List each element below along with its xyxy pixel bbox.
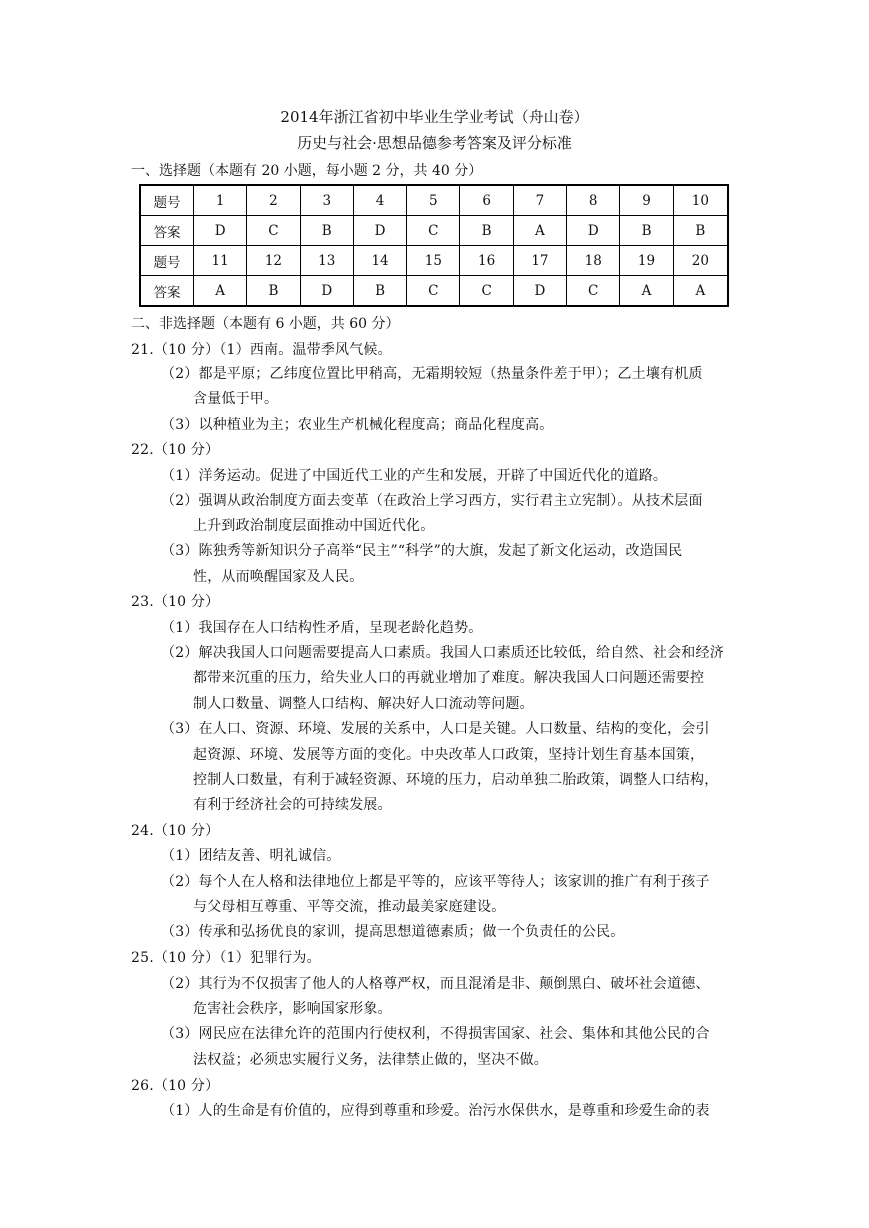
table-cell: 13	[300, 246, 353, 276]
answer-line: （3）在人口、资源、环境、发展的关系中，人口是关键。人口数量、结构的变化，会引	[161, 721, 710, 737]
answer-line: （3）陈独秀等新知识分子高举“民主”“科学”的大旗，发起了新文化运动，改造国民	[161, 543, 683, 559]
table-cell: B	[620, 216, 673, 246]
table-cell: 8	[567, 185, 620, 216]
table-cell: 18	[567, 246, 620, 276]
answer-line: （2）每个人在人格和法律地位上都是平等的，应该平等待人；该家训的推广有利于孩子	[161, 874, 710, 890]
table-cell: C	[567, 276, 620, 307]
row-label: 题号	[140, 246, 194, 276]
answer-line: （3）传承和弘扬优良的家训，提高思想道德素质；做一个负责任的公民。	[161, 924, 625, 940]
table-cell: 5	[407, 185, 460, 216]
table-cell: D	[567, 216, 620, 246]
table-cell: A	[673, 276, 728, 307]
table-cell: A	[194, 276, 247, 307]
section2-heading: 二、非选择题（本题有 6 小题，共 60 分）	[131, 316, 400, 332]
table-row	[140, 246, 728, 276]
document-title: 2014年浙江省初中毕业生学业考试（舟山卷）	[280, 108, 589, 126]
table-cell: 2	[247, 185, 300, 216]
row-label: 题号	[140, 185, 194, 216]
table-cell: C	[407, 216, 460, 246]
table-cell: 1	[194, 185, 247, 216]
answer-line: 24.（10 分）	[131, 823, 220, 839]
table-cell: B	[673, 216, 728, 246]
table-cell: D	[513, 276, 566, 307]
document-subtitle: 历史与社会·思想品德参考答案及评分标准	[297, 134, 572, 152]
answer-line: 都带来沉重的压力，给失业人口的再就业增加了难度。解决我国人口问题还需要控	[193, 670, 705, 686]
answer-line: 有利于经济社会的可持续发展。	[193, 797, 392, 813]
answer-line: 起资源、环境、发展等方面的变化。中央改革人口政策，坚持计划生育基本国策，	[193, 747, 705, 763]
answer-line: （3）以种植业为主；农业生产机械化程度高；商品化程度高。	[161, 417, 554, 433]
answer-line: 控制人口数量，有利于减轻资源、环境的压力，启动单独二胎政策，调整人口结构，	[193, 772, 719, 788]
table-cell: 6	[460, 185, 513, 216]
table-cell: 20	[673, 246, 728, 276]
answer-line: 危害社会秩序，影响国家形象。	[193, 1001, 392, 1017]
answer-line: 法权益；必须忠实履行义务，法律禁止做的，坚决不做。	[193, 1052, 548, 1068]
answer-line: 制人口数量、调整人口结构、解决好人口流动等问题。	[193, 696, 534, 712]
table-cell: 9	[620, 185, 673, 216]
table-cell: B	[300, 216, 353, 246]
table-row	[140, 276, 728, 307]
answer-line: （2）强调从政治制度方面去变革（在政治上学习西方，实行君主立宪制）。从技术层面	[161, 493, 703, 509]
answer-line: 26.（10 分）	[131, 1078, 220, 1094]
answer-line: 与父母相互尊重、平等交流，推动最美家庭建设。	[193, 899, 506, 915]
answer-line: （2）都是平原；乙纬度位置比甲稍高，无霜期较短（热量条件差于甲）；乙土壤有机质	[161, 366, 703, 382]
table-cell: D	[300, 276, 353, 307]
table-cell: B	[460, 216, 513, 246]
table-cell: C	[247, 216, 300, 246]
table-cell: A	[513, 216, 566, 246]
table-cell: 19	[620, 246, 673, 276]
table-cell: 7	[513, 185, 566, 216]
answer-line: （1）洋务运动。促进了中国近代工业的产生和发展，开辟了中国近代化的道路。	[161, 468, 668, 484]
answer-line: 性，从而唤醒国家及人民。	[193, 569, 364, 585]
answer-line: 含量低于甲。	[193, 391, 279, 407]
table-cell: B	[353, 276, 406, 307]
answer-line: （1）我国存在人口结构性矛盾，呈现老龄化趋势。	[161, 620, 483, 636]
table-cell: 12	[247, 246, 300, 276]
table-cell: 3	[300, 185, 353, 216]
answer-line: （1）人的生命是有价值的，应得到尊重和珍爱。治污水保供水，是尊重和珍爱生命的表	[161, 1103, 710, 1119]
table-cell: C	[460, 276, 513, 307]
answer-line: （2）解决我国人口问题需要提高人口素质。我国人口素质还比较低，给自然、社会和经济	[161, 645, 724, 661]
table-row	[140, 216, 728, 246]
table-cell: 11	[194, 246, 247, 276]
answer-line: 25.（10 分）（1）犯罪行为。	[131, 950, 321, 966]
answer-line: 上升到政治制度层面推动中国近代化。	[193, 518, 435, 534]
answer-line: 23.（10 分）	[131, 594, 220, 610]
answer-line: （2）其行为不仅损害了他人的人格尊严权，而且混淆是非、颠倒黑白、破坏社会道德、	[161, 976, 710, 992]
table-cell: 14	[353, 246, 406, 276]
table-cell: C	[407, 276, 460, 307]
table-cell: D	[353, 216, 406, 246]
row-label: 答案	[140, 276, 194, 307]
table-cell: B	[247, 276, 300, 307]
table-cell: 15	[407, 246, 460, 276]
table-row	[140, 185, 728, 216]
answer-table	[139, 184, 729, 307]
section1-heading: 一、选择题（本题有 20 小题，每小题 2 分，共 40 分）	[131, 163, 483, 179]
answer-line: 22.（10 分）	[131, 442, 220, 458]
row-label: 答案	[140, 216, 194, 246]
answer-line: （1）团结友善、明礼诚信。	[161, 848, 341, 864]
table-cell: 4	[353, 185, 406, 216]
answer-line: （3）网民应在法律允许的范围内行使权利，不得损害国家、社会、集体和其他公民的合	[161, 1026, 710, 1042]
table-cell: 10	[673, 185, 728, 216]
table-cell: 17	[513, 246, 566, 276]
table-cell: A	[620, 276, 673, 307]
table-cell: 16	[460, 246, 513, 276]
answer-line: 21.（10 分）（1）西南。温带季风气候。	[131, 342, 392, 358]
table-cell: D	[194, 216, 247, 246]
